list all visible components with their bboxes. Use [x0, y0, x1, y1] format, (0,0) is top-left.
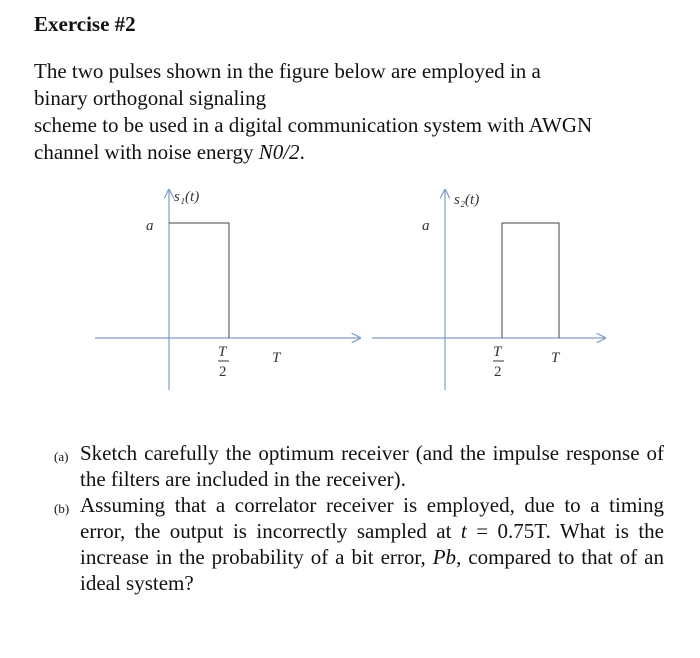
- question-b: [54, 492, 664, 596]
- bit-error-probability-var: Pb: [432, 545, 457, 569]
- noise-energy-var: N0/2: [258, 140, 300, 164]
- question-b-text-end: , compared to that of an ideal system?: [80, 545, 664, 595]
- intro-line-1: The two pulses shown in the figure below are employed in a: [34, 59, 541, 83]
- intro-line-3: scheme to be used in a digital communication system with AWGN: [34, 113, 593, 137]
- s2-period-label: T: [551, 350, 560, 366]
- question-b-text-middle: What is the increase in the probability of a bit error,: [80, 519, 664, 569]
- question-a-label: (a): [54, 449, 69, 464]
- intro-line-4-suffix: .: [299, 140, 305, 164]
- sample-time-var: t: [460, 519, 467, 543]
- s1-plot: [95, 189, 360, 390]
- sample-time-value: = 0.75T.: [466, 519, 551, 543]
- s1-amplitude-label: a: [146, 218, 154, 234]
- s1-half-period-numerator: T: [218, 344, 227, 360]
- question-b-label: (b): [54, 501, 70, 516]
- intro-line-4: [34, 139, 674, 166]
- s1-pulse: [169, 223, 229, 338]
- pulse-figure: [0, 180, 700, 420]
- pulse-diagram: [0, 180, 700, 420]
- question-a-text: Sketch carefully the optimum receiver (and the impulse response of the filters are included in the receiver).: [80, 441, 664, 491]
- problem-statement: [34, 58, 674, 166]
- question-b-text: [80, 492, 664, 596]
- exercise-heading: Exercise #2: [34, 12, 136, 36]
- question-b-text-start: Assuming that a correlator receiver is employed, due to a timing error, the output is incorrectly sampled at: [80, 493, 664, 543]
- question-a: [54, 440, 664, 492]
- questions-list: [54, 440, 664, 596]
- s2-half-period-numerator: T: [493, 344, 502, 360]
- s2-pulse: [502, 223, 559, 338]
- s1-period-label: T: [272, 350, 281, 366]
- s2-amplitude-label: a: [422, 218, 430, 234]
- intro-line-4-prefix: channel with noise energy: [34, 140, 259, 164]
- s2-signal-label: s₂(t): [454, 192, 480, 208]
- s1-signal-label: s₁(t): [174, 189, 200, 205]
- s2-half-period-denominator: 2: [494, 364, 502, 380]
- s2-plot: [372, 190, 605, 390]
- s1-half-period-denominator: 2: [219, 364, 227, 380]
- intro-line-2: binary orthogonal signaling: [34, 86, 267, 110]
